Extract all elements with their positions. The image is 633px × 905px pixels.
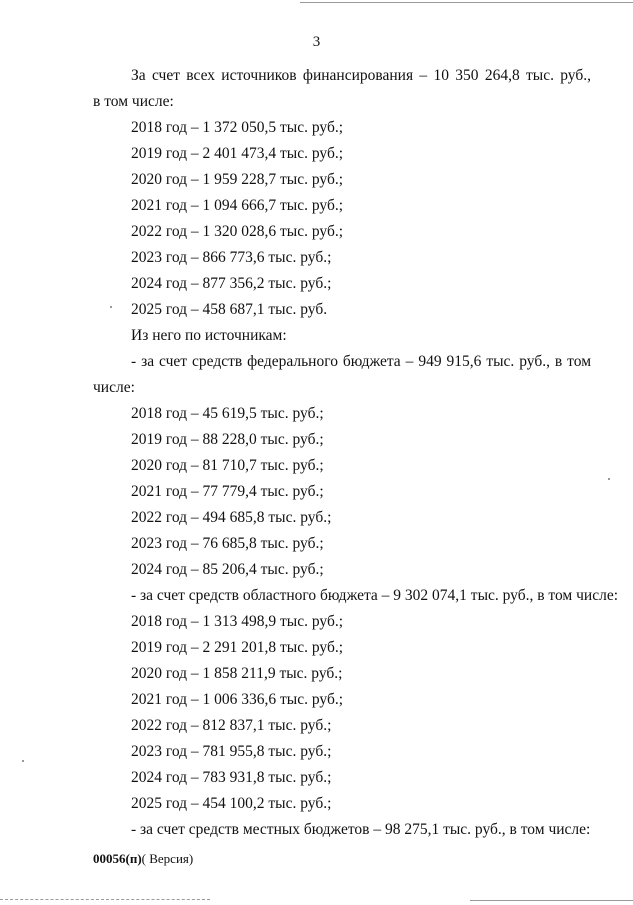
list-item: 2024 год – 783 931,8 тыс. руб.; xyxy=(131,769,332,786)
list-item: 2023 год – 866 773,6 тыс. руб.; xyxy=(131,249,332,266)
federal-years-list xyxy=(93,401,591,583)
total-intro-line1: За счет всех источников финансирования – 10 350 264,8 тыс. руб., xyxy=(131,67,591,84)
total-intro-line2: в том числе: xyxy=(93,93,174,110)
list-item: 2018 год – 1 313 498,9 тыс. руб.; xyxy=(131,613,344,630)
list-item: 2022 год – 812 837,1 тыс. руб.; xyxy=(131,717,332,734)
list-item: 2022 год – 494 685,8 тыс. руб.; xyxy=(131,509,332,526)
total-years-list xyxy=(93,115,591,323)
list-item: 2019 год – 2 401 473,4 тыс. руб.; xyxy=(131,145,344,162)
list-item: 2018 год – 1 372 050,5 тыс. руб.; xyxy=(131,119,344,136)
regional-intro: - за счет средств областного бюджета – 9 302 074,1 тыс. руб., в том числе: xyxy=(131,587,619,604)
document-version: ( Версия) xyxy=(141,851,194,866)
list-item: 2020 год – 81 710,7 тыс. руб.; xyxy=(131,457,324,474)
document-code-footer xyxy=(93,851,193,867)
list-item: 2021 год – 77 779,4 тыс. руб.; xyxy=(131,483,324,500)
list-item: 2019 год – 2 291 201,8 тыс. руб.; xyxy=(131,639,344,656)
scan-speck xyxy=(22,760,24,762)
federal-intro-line1: - за счет средств федерального бюджета – 949 915,6 тыс. руб., в том xyxy=(131,353,591,370)
scan-edge-bottom-right xyxy=(470,900,633,901)
by-sources-heading: Из него по источникам: xyxy=(131,327,287,344)
list-item: 2024 год – 877 356,2 тыс. руб.; xyxy=(131,275,332,292)
page-number: 3 xyxy=(312,34,321,50)
scan-edge-bottom-left xyxy=(0,899,210,900)
local-intro: - за счет средств местных бюджетов – 98 275,1 тыс. руб., в том числе: xyxy=(131,821,591,838)
list-item: 2024 год – 85 206,4 тыс. руб.; xyxy=(131,561,324,578)
list-item: 2021 год – 1 094 666,7 тыс. руб.; xyxy=(131,197,344,214)
scan-speck xyxy=(608,478,610,480)
list-item: 2025 год – 458 687,1 тыс. руб. xyxy=(131,301,328,318)
list-item: 2025 год – 454 100,2 тыс. руб.; xyxy=(131,795,332,812)
list-item: 2022 год – 1 320 028,6 тыс. руб.; xyxy=(131,223,344,240)
document-body xyxy=(93,63,619,843)
list-item: 2023 год – 76 685,8 тыс. руб.; xyxy=(131,535,324,552)
document-code: 00056(п) xyxy=(93,851,142,866)
scan-edge-top xyxy=(300,2,633,3)
list-item: 2021 год – 1 006 336,6 тыс. руб.; xyxy=(131,691,344,708)
list-item: 2023 год – 781 955,8 тыс. руб.; xyxy=(131,743,332,760)
list-item: 2019 год – 88 228,0 тыс. руб.; xyxy=(131,431,324,448)
regional-years-list xyxy=(93,609,591,817)
list-item: 2020 год – 1 959 228,7 тыс. руб.; xyxy=(131,171,344,188)
list-item: 2020 год – 1 858 211,9 тыс. руб.; xyxy=(131,665,343,682)
list-item: 2018 год – 45 619,5 тыс. руб.; xyxy=(131,405,324,422)
federal-intro-line2: числе: xyxy=(93,379,135,396)
